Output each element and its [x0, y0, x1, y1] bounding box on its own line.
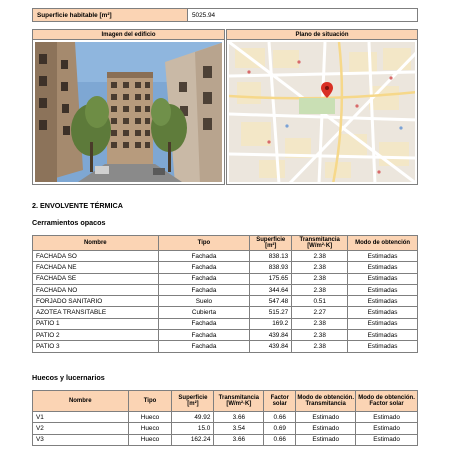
col-header-modo-obtencion: Modo de obtención [348, 236, 418, 251]
cell-modo-obtencion: Estimadas [348, 341, 418, 352]
cell-nombre: FACHADA NE [33, 262, 159, 273]
cell-transmitancia: 2.27 [292, 307, 348, 318]
cell-modo-factor-solar: Estimado [356, 412, 418, 423]
col-header-modo-factor-solar: Modo de obtención. Factor solar [356, 391, 418, 412]
building-image-caption: Imagen del edificio [33, 30, 224, 40]
cell-transmitancia: 0.51 [292, 296, 348, 307]
col-header-modo-transmitancia: Modo de obtención. Transmitancia [296, 391, 356, 412]
huecos-lucernarios-table [32, 390, 418, 446]
cell-superficie: 439.84 [250, 341, 292, 352]
cell-nombre: PATIO 3 [33, 341, 159, 352]
table-row [33, 341, 418, 352]
cerramientos-opacos-title: Cerramientos opacos [32, 218, 106, 227]
huecos-lucernarios-title: Huecos y lucernarios [32, 373, 105, 382]
cell-transmitancia: 2.38 [292, 284, 348, 295]
cell-modo-obtencion: Estimadas [348, 330, 418, 341]
cell-tipo: Fachada [158, 318, 250, 329]
building-photo [35, 42, 222, 182]
cell-modo-obtencion: Estimadas [348, 284, 418, 295]
cell-transmitancia: 3.54 [214, 423, 264, 434]
cell-tipo: Hueco [128, 434, 172, 445]
cell-tipo: Fachada [158, 330, 250, 341]
cell-superficie: 547.48 [250, 296, 292, 307]
cell-transmitancia: 2.38 [292, 330, 348, 341]
cell-superficie: 838.13 [250, 251, 292, 262]
cell-tipo: Fachada [158, 341, 250, 352]
cell-nombre: FACHADA SE [33, 273, 159, 284]
cell-modo-obtencion: Estimadas [348, 318, 418, 329]
cell-nombre: FACHADA SO [33, 251, 159, 262]
cell-nombre: V2 [33, 423, 129, 434]
cell-modo-obtencion: Estimadas [348, 296, 418, 307]
cell-superficie: 169.2 [250, 318, 292, 329]
table-row [33, 318, 418, 329]
table-row [33, 423, 418, 434]
cell-superficie: 344.64 [250, 284, 292, 295]
location-map [229, 42, 415, 182]
col-header-factor-solar: Factor solar [264, 391, 296, 412]
superficie-value: 5025.94 [192, 12, 216, 19]
superficie-row [32, 8, 418, 22]
cerramientos-opacos-table [32, 235, 418, 353]
table-row [33, 296, 418, 307]
cell-tipo: Fachada [158, 251, 250, 262]
table-row [33, 412, 418, 423]
cell-nombre: FORJADO SANITARIO [33, 296, 159, 307]
superficie-label: Superficie habitable [m²] [33, 9, 188, 21]
cell-superficie: 838.93 [250, 262, 292, 273]
cell-transmitancia: 2.38 [292, 341, 348, 352]
cell-superficie: 515.27 [250, 307, 292, 318]
cell-transmitancia: 2.38 [292, 251, 348, 262]
cell-tipo: Fachada [158, 262, 250, 273]
cell-nombre: FACHADA NO [33, 284, 159, 295]
cell-modo-obtencion: Estimadas [348, 273, 418, 284]
col-header-nombre: Nombre [33, 236, 159, 251]
cell-tipo: Suelo [158, 296, 250, 307]
col-header-transmitancia: Transmitancia [W/m²·K] [292, 236, 348, 251]
col-header-nombre: Nombre [33, 391, 129, 412]
cell-tipo: Hueco [128, 412, 172, 423]
cell-modo-factor-solar: Estimado [356, 434, 418, 445]
location-map-box [226, 29, 418, 185]
cell-superficie: 439.84 [250, 330, 292, 341]
location-map-caption: Plano de situación [227, 30, 417, 40]
cell-tipo: Hueco [128, 423, 172, 434]
cell-factor-solar: 0.66 [264, 434, 296, 445]
table-row [33, 284, 418, 295]
cell-modo-transmitancia: Estimado [296, 423, 356, 434]
table-row [33, 251, 418, 262]
cell-factor-solar: 0.66 [264, 412, 296, 423]
cell-modo-transmitancia: Estimado [296, 412, 356, 423]
cell-transmitancia: 2.38 [292, 273, 348, 284]
table-row [33, 330, 418, 341]
cell-factor-solar: 0.69 [264, 423, 296, 434]
cell-tipo: Cubierta [158, 307, 250, 318]
table-header-row [33, 391, 418, 412]
cell-nombre: V3 [33, 434, 129, 445]
building-image-box [32, 29, 225, 185]
cell-superficie: 49.92 [172, 412, 214, 423]
table-row [33, 262, 418, 273]
cell-transmitancia: 2.38 [292, 262, 348, 273]
cell-nombre: PATIO 1 [33, 318, 159, 329]
cell-transmitancia: 3.66 [214, 412, 264, 423]
cell-modo-factor-solar: Estimado [356, 423, 418, 434]
cell-transmitancia: 2.38 [292, 318, 348, 329]
cell-tipo: Fachada [158, 284, 250, 295]
cell-modo-transmitancia: Estimado [296, 434, 356, 445]
cell-nombre: AZOTEA TRANSITABLE [33, 307, 159, 318]
cell-modo-obtencion: Estimadas [348, 262, 418, 273]
table-row [33, 273, 418, 284]
table-row [33, 434, 418, 445]
cell-nombre: V1 [33, 412, 129, 423]
col-header-tipo: Tipo [128, 391, 172, 412]
cell-transmitancia: 3.66 [214, 434, 264, 445]
table-row [33, 307, 418, 318]
col-header-superficie: Superficie [m²] [250, 236, 292, 251]
cell-tipo: Fachada [158, 273, 250, 284]
cell-superficie: 15.0 [172, 423, 214, 434]
col-header-transmitancia: Transmitancia [W/m²·K] [214, 391, 264, 412]
cell-nombre: PATIO 2 [33, 330, 159, 341]
cell-modo-obtencion: Estimadas [348, 307, 418, 318]
table-header-row [33, 236, 418, 251]
cell-modo-obtencion: Estimadas [348, 251, 418, 262]
cell-superficie: 175.65 [250, 273, 292, 284]
col-header-superficie: Superficie [m²] [172, 391, 214, 412]
col-header-tipo: Tipo [158, 236, 250, 251]
cell-superficie: 162.24 [172, 434, 214, 445]
section-envolvente-title: 2. ENVOLVENTE TÉRMICA [32, 201, 123, 210]
